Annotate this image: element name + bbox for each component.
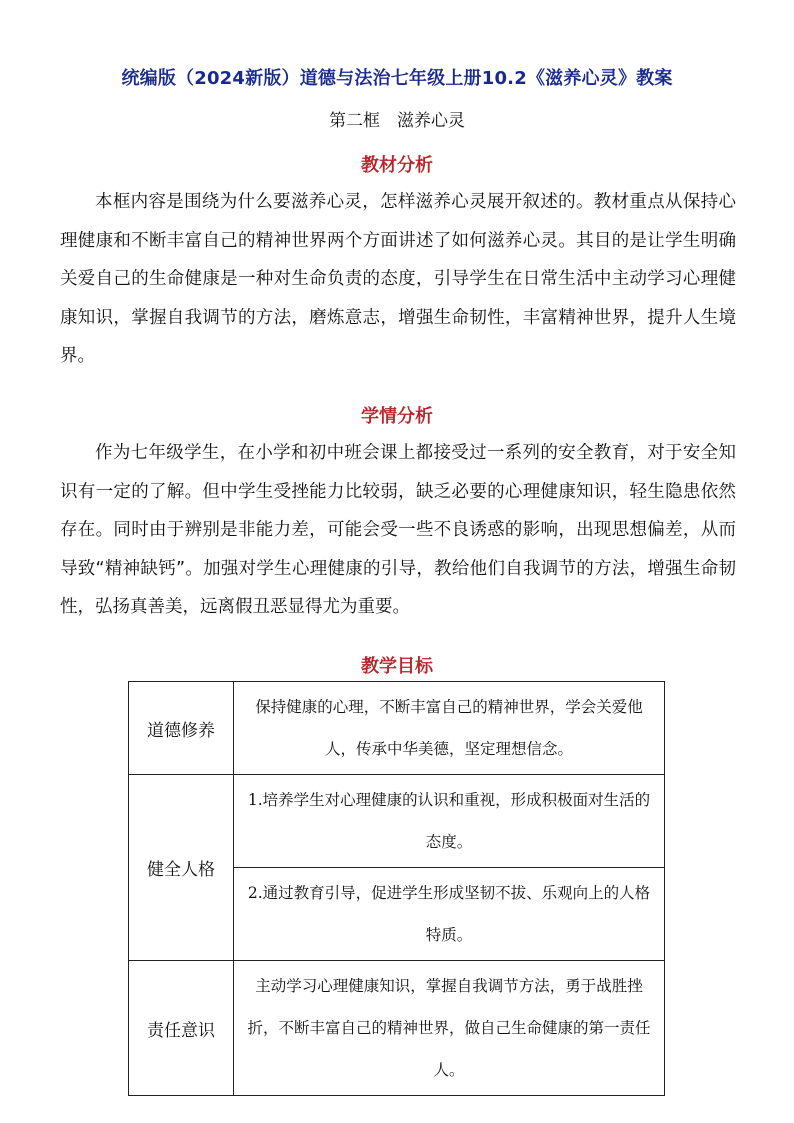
student-analysis-heading: 学情分析 <box>361 406 433 427</box>
student-analysis-paragraph: 作为七年级学生，在小学和初中班会课上都接受过一系列的安全教育，对于安全知识有一定的了解。但中学生受挫能力比较弱，缺乏必要的心理健康知识，轻生隐患依然存在。同时由于辨别是非能力差，可能会受一些不良诱惑的影响，出现思想偏差，从而导致“精神缺钙”。加强对学生心理健康的引导，教给他们自我调节的方法，增强生命韧性，弘扬真善美，远离假丑恶显得尤为重要。 <box>60 443 736 617</box>
table-row <box>129 961 665 1096</box>
goal-label-responsibility: 责任意识 <box>129 961 234 1096</box>
goal-label-personality: 健全人格 <box>129 775 234 961</box>
table-row <box>129 775 665 868</box>
goal-desc-responsibility: 主动学习心理健康知识，掌握自我调节方法，勇于战胜挫折，不断丰富自己的精神世界，做自己生命健康的第一责任人。 <box>234 961 665 1096</box>
goal-label-moral: 道德修养 <box>129 682 234 775</box>
teaching-goals-heading: 教学目标 <box>361 656 433 677</box>
goal-desc-personality-1: 1.培养学生对心理健康的认识和重视，形成积极面对生活的态度。 <box>234 775 665 868</box>
material-analysis-paragraph: 本框内容是围绕为什么要滋养心灵，怎样滋养心灵展开叙述的。教材重点从保持心理健康和不断丰富自己的精神世界两个方面讲述了如何滋养心灵。其目的是让学生明确关爱自己的生命健康是一种对生命负责的态度，引导学生在日常生活中主动学习心理健康知识，掌握自我调节的方法，磨炼意志，增强生命韧性，丰富精神世界，提升人生境界。 <box>60 192 736 366</box>
lesson-subtitle: 第二框 滋养心灵 <box>329 111 465 131</box>
document-title: 统编版（2024新版）道德与法治七年级上册10.2《滋养心灵》教案 <box>121 68 673 89</box>
goal-desc-moral: 保持健康的心理，不断丰富自己的精神世界，学会关爱他人，传承中华美德，坚定理想信念。 <box>234 682 665 775</box>
teaching-goals-table <box>128 681 665 1096</box>
table-row <box>129 682 665 775</box>
goal-desc-personality-2: 2.通过教育引导，促进学生形成坚韧不拔、乐观向上的人格特质。 <box>234 868 665 961</box>
material-analysis-heading: 教材分析 <box>361 155 433 176</box>
